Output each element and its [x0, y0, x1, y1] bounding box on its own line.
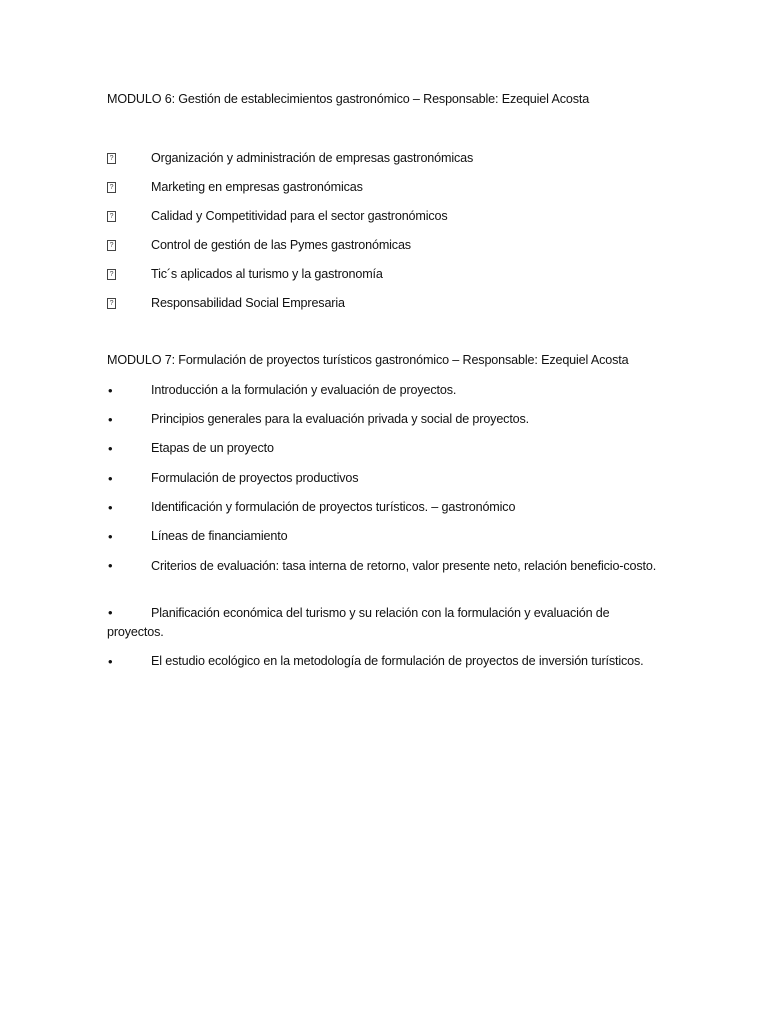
missing-glyph-icon: ? — [107, 153, 116, 164]
bullet-icon: • — [108, 500, 113, 515]
missing-glyph-icon: ? — [107, 240, 116, 251]
module-7-item-text: Principios generales para la evaluación privada y social de proyectos. — [151, 412, 530, 426]
module-7-item-text: Identificación y formulación de proyectos turísticos. – gastronómico — [151, 500, 516, 514]
module-7-item — [107, 653, 667, 670]
module-6-item-text: Control de gestión de las Pymes gastronómicas — [151, 238, 411, 252]
module-7-item-text: Introducción a la formulación y evaluación de proyectos. — [151, 383, 457, 397]
module-7-item — [107, 604, 667, 642]
module-6-item — [107, 179, 667, 196]
bullet-icon: • — [108, 471, 113, 486]
bullet-icon: • — [108, 654, 113, 669]
missing-glyph-icon: ? — [107, 298, 116, 309]
bullet-icon: • — [108, 412, 113, 427]
module-7-item — [107, 557, 667, 576]
module-7-item — [107, 440, 667, 457]
module-6-item — [107, 295, 667, 312]
module-7-item — [107, 470, 667, 487]
module-7-item — [107, 382, 667, 399]
module-6-item — [107, 266, 667, 283]
bullet-icon: • — [108, 529, 113, 544]
module-6-item-text: Calidad y Competitividad para el sector gastronómicos — [151, 209, 448, 223]
module-6-heading: MODULO 6: Gestión de establecimientos gastronómico – Responsable: Ezequiel Acosta — [107, 92, 590, 106]
module-7-item-text: Formulación de proyectos productivos — [151, 471, 359, 485]
module-6-item-text: Tic´s aplicados al turismo y la gastronomía — [151, 267, 383, 281]
module-6-item-text: Organización y administración de empresas gastronómicas — [151, 151, 474, 165]
module-7-item-text: Criterios de evaluación: tasa interna de retorno, valor presente neto, relación beneficio-costo. — [151, 559, 657, 573]
module-6-item — [107, 150, 667, 167]
module-7-item-text: El estudio ecológico en la metodología de formulación de proyectos de inversión turísticos. — [151, 654, 644, 668]
module-7-item — [107, 411, 667, 428]
module-7-item — [107, 528, 667, 545]
module-7-item-text: Líneas de financiamiento — [151, 529, 288, 543]
module-7-heading: MODULO 7: Formulación de proyectos turísticos gastronómico – Responsable: Ezequiel Acosta — [107, 353, 629, 367]
module-6-item-text: Marketing en empresas gastronómicas — [151, 180, 363, 194]
bullet-icon: • — [108, 441, 113, 456]
module-6-item — [107, 237, 667, 254]
bullet-icon: • — [108, 383, 113, 398]
module-6-item — [107, 208, 667, 225]
bullet-icon: • — [108, 605, 113, 620]
missing-glyph-icon: ? — [107, 211, 116, 222]
module-7-item — [107, 499, 667, 516]
module-7-item-text: Etapas de un proyecto — [151, 441, 274, 455]
module-7-item-text: Planificación económica del turismo y su relación con la formulación y evaluación de proyectos. — [107, 606, 610, 639]
module-6-item-text: Responsabilidad Social Empresaria — [151, 296, 345, 310]
bullet-icon: • — [108, 558, 113, 573]
missing-glyph-icon: ? — [107, 182, 116, 193]
missing-glyph-icon: ? — [107, 269, 116, 280]
